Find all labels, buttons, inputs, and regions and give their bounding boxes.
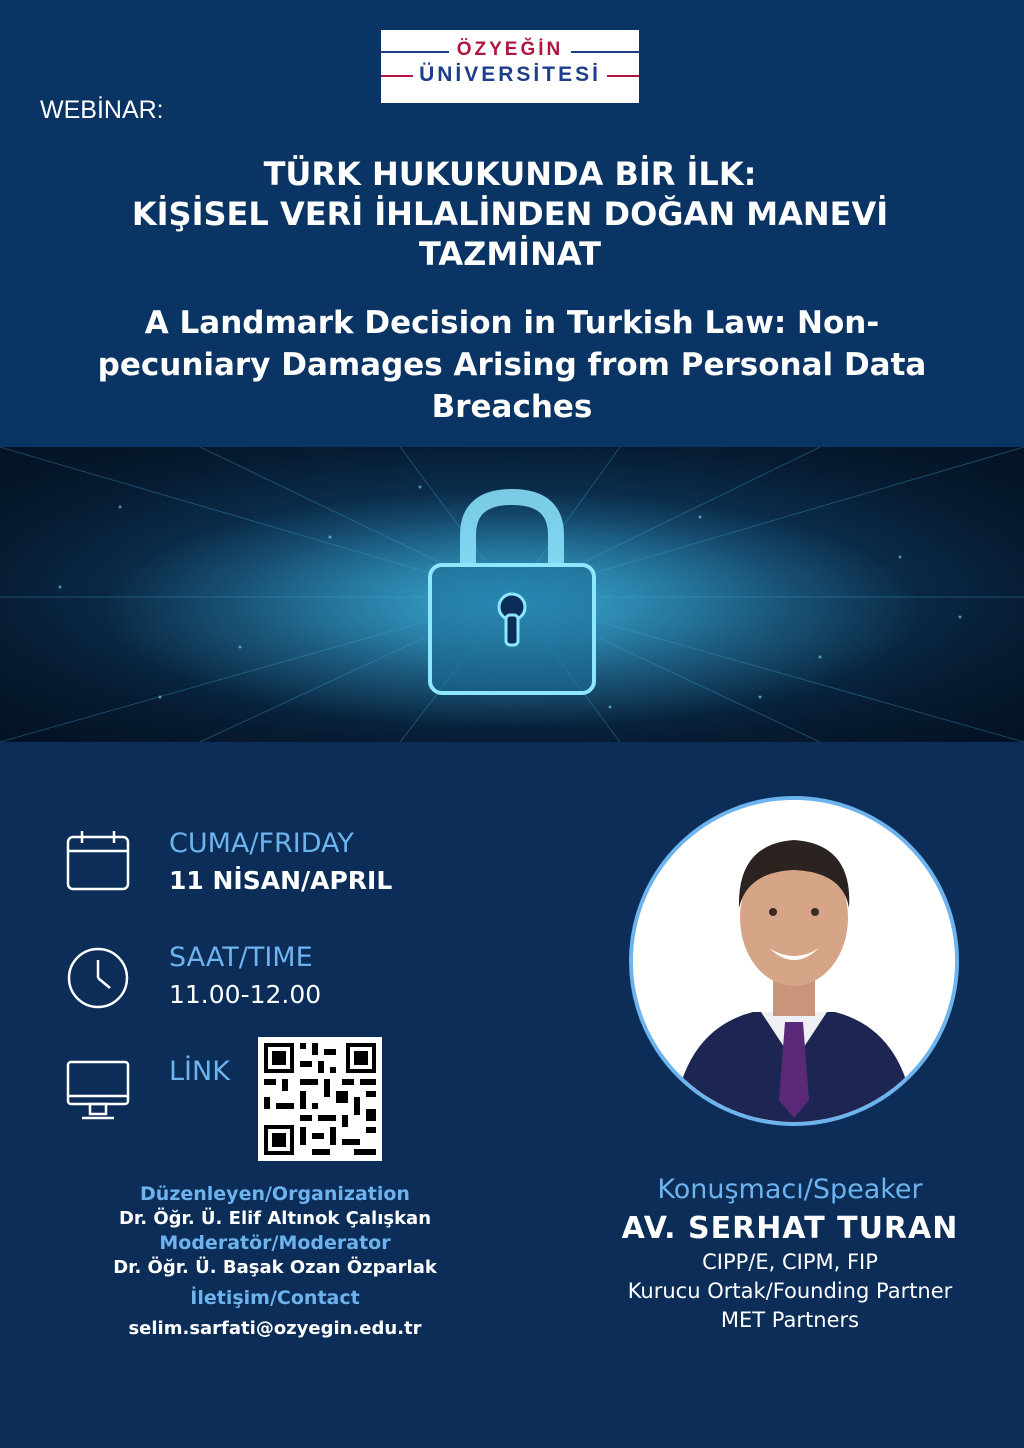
contact-email[interactable]: selim.sarfati@ozyegin.edu.tr bbox=[128, 1318, 422, 1339]
title-tr-line-2: KİŞİSEL VERİ İHLALİNDEN DOĞAN MANEVİ bbox=[131, 195, 889, 233]
title-en-line-3: Breaches bbox=[431, 389, 593, 425]
time-value: 11.00-12.00 bbox=[169, 980, 322, 1009]
speaker-role: Kurucu Ortak/Founding Partner bbox=[627, 1279, 953, 1303]
speaker-photo bbox=[629, 796, 959, 1126]
qr-code[interactable] bbox=[258, 1037, 382, 1161]
logo-line-2: ÜNİVERSİTESİ bbox=[413, 63, 607, 87]
calendar-icon bbox=[66, 829, 130, 893]
speaker-portrait bbox=[633, 800, 955, 1122]
moderator-name: Dr. Öğr. Ü. Başak Ozan Özparlak bbox=[113, 1257, 437, 1278]
title-tr-line-1: TÜRK HUKUKUNDA BİR İLK: bbox=[263, 155, 757, 193]
organization-info bbox=[40, 1182, 510, 1341]
date-value: 11 NİSAN/APRIL bbox=[169, 866, 393, 895]
speaker-credentials: CIPP/E, CIPM, FIP bbox=[702, 1250, 878, 1274]
title-turkish bbox=[60, 154, 960, 274]
speaker-info bbox=[580, 1170, 1000, 1335]
link-label: LİNK bbox=[169, 1056, 230, 1087]
monitor-icon bbox=[66, 1060, 130, 1122]
university-logo bbox=[381, 30, 639, 103]
title-english bbox=[20, 302, 1004, 428]
webinar-label: WEBİNAR: bbox=[40, 96, 164, 124]
title-tr-line-3: TAZMİNAT bbox=[419, 235, 601, 273]
padlock-icon bbox=[0, 447, 1024, 742]
logo-line-1: ÖZYEĞİN bbox=[449, 39, 572, 61]
speaker-label: Konuşmacı/Speaker bbox=[657, 1174, 923, 1205]
organizer-name: Dr. Öğr. Ü. Elif Altınok Çalışkan bbox=[118, 1208, 432, 1229]
speaker-company: MET Partners bbox=[720, 1308, 860, 1332]
clock-icon bbox=[66, 946, 130, 1010]
hero-image bbox=[0, 447, 1024, 742]
contact-label: İletişim/Contact bbox=[190, 1287, 360, 1309]
speaker-name: AV. SERHAT TURAN bbox=[621, 1211, 959, 1246]
header-section bbox=[0, 0, 1024, 447]
moderator-label: Moderatör/Moderator bbox=[159, 1232, 391, 1254]
title-en-line-1: A Landmark Decision in Turkish Law: Non- bbox=[144, 305, 880, 341]
organizer-label: Düzenleyen/Organization bbox=[140, 1183, 410, 1205]
title-en-line-2: pecuniary Damages Arising from Personal Data bbox=[97, 347, 927, 383]
time-label: SAAT/TIME bbox=[169, 942, 313, 973]
date-label: CUMA/FRIDAY bbox=[169, 828, 354, 859]
